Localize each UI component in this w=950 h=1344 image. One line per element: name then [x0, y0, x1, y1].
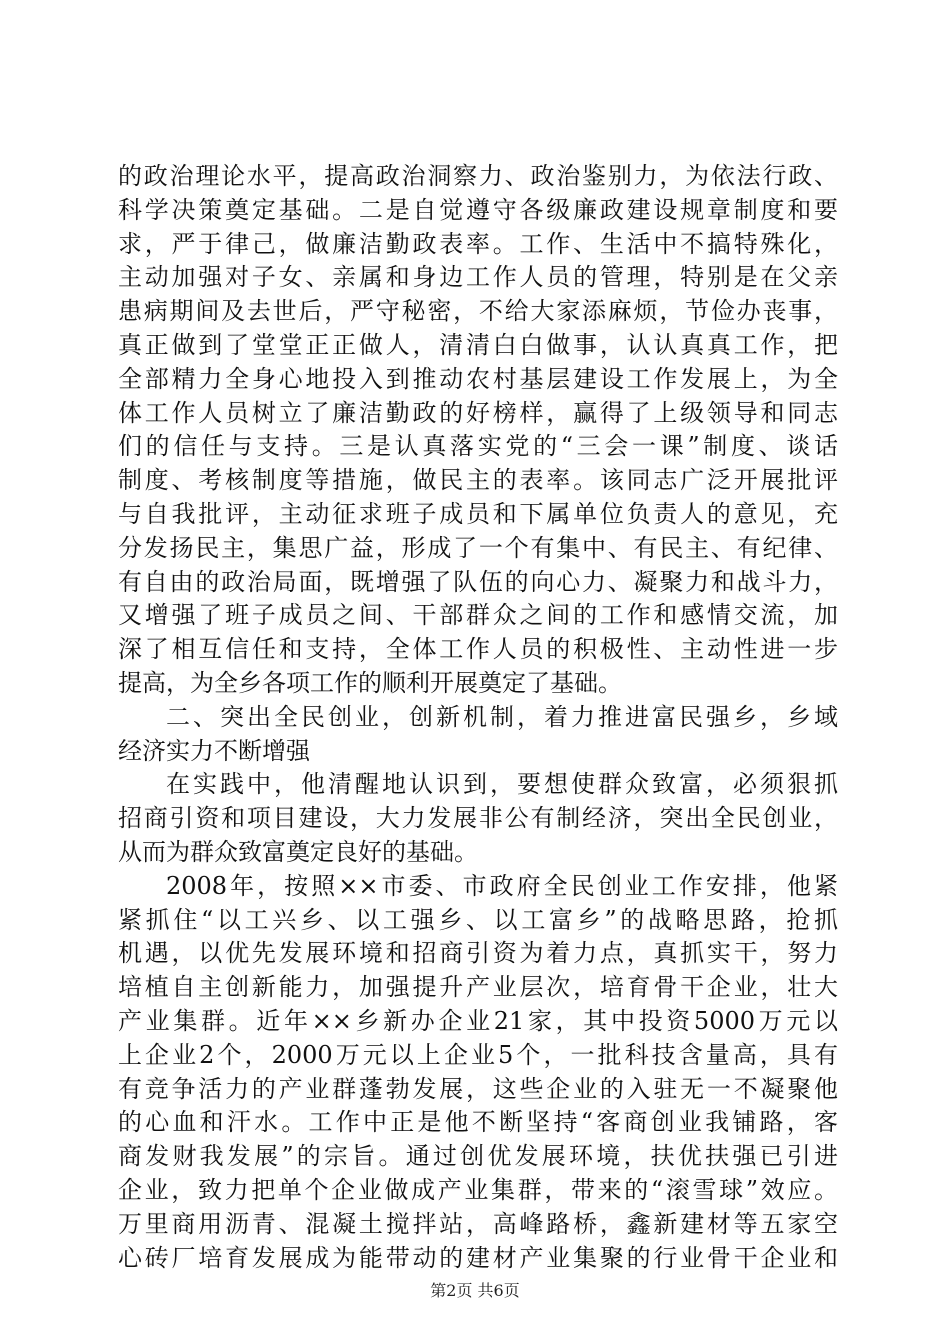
- page-footer: 第2页 共6页: [430, 1281, 520, 1300]
- text-line: 培植自主创新能力，加强提升产业层次，培育骨干企业，壮大: [118, 973, 838, 1002]
- text-line: 又增强了班子成员之间、干部群众之间的工作和感情交流，加: [118, 601, 838, 630]
- text-line: 有竞争活力的产业群蓬勃发展，这些企业的入驻无一不凝聚他: [118, 1074, 838, 1103]
- text-line: 2008年，按照××市委、市政府全民创业工作安排，他紧: [166, 871, 838, 900]
- text-line: 体工作人员树立了廉洁勤政的好榜样，赢得了上级领导和同志: [118, 398, 838, 427]
- text-line: 的政治理论水平，提高政治洞察力、政治鉴别力，为依法行政、: [118, 162, 838, 190]
- text-line: 有自由的政治局面，既增强了队伍的向心力、凝聚力和战斗力，: [118, 567, 838, 596]
- document-body: [118, 160, 838, 1275]
- text-line: 与自我批评，主动征求班子成员和下属单位负责人的意见，充: [118, 499, 838, 528]
- text-line: 主动加强对子女、亲属和身边工作人员的管理，特别是在父亲: [118, 263, 838, 292]
- text-line: 招商引资和项目建设，大力发展非公有制经济，突出全民创业，: [118, 804, 838, 833]
- text-line: 紧抓住“以工兴乡、以工强乡、以工富乡”的战略思路，抢抓: [118, 905, 838, 934]
- text-line: 分发扬民主，集思广益，形成了一个有集中、有民主、有纪律、: [118, 533, 838, 562]
- text-line: 们的信任与支持。三是认真落实党的“三会一课”制度、谈话: [118, 432, 838, 461]
- text-line: 科学决策奠定基础。二是自觉遵守各级廉政建设规章制度和要: [118, 195, 838, 224]
- text-line: 深了相互信任和支持，全体工作人员的积极性、主动性进一步: [118, 635, 838, 664]
- text-line: 万里商用沥青、混凝土搅拌站，高峰路桥，鑫新建材等五家空: [118, 1209, 838, 1238]
- text-line: 在实践中，他清醒地认识到，要想使群众致富，必须狠抓: [166, 770, 838, 799]
- text-line: 企业，致力把单个企业做成产业集群，带来的“滚雪球”效应。: [118, 1175, 838, 1204]
- text-line: 二、突出全民创业，创新机制，着力推进富民强乡，乡域: [166, 702, 838, 731]
- text-line: 的心血和汗水。工作中正是他不断坚持“客商创业我铺路，客: [118, 1108, 838, 1137]
- text-line: 从而为群众致富奠定良好的基础。: [118, 837, 478, 866]
- text-line: 机遇，以优先发展环境和招商引资为着力点，真抓实干，努力: [118, 939, 838, 968]
- text-line: 全部精力全身心地投入到推动农村基层建设工作发展上，为全: [118, 364, 838, 393]
- text-line: 求，严于律己，做廉洁勤政表率。工作、生活中不搞特殊化，: [118, 229, 838, 258]
- text-line: 制度、考核制度等措施，做民主的表率。该同志广泛开展批评: [118, 466, 838, 495]
- text-line: 产业集群。近年××乡新办企业21家，其中投资5000万元以: [118, 1006, 838, 1035]
- text-line: 心砖厂培育发展成为能带动的建材产业集聚的行业骨干企业和: [118, 1243, 838, 1272]
- text-line: 经济实力不断增强: [118, 736, 310, 765]
- text-line: 提高，为全乡各项工作的顺利开展奠定了基础。: [118, 668, 622, 697]
- text-line: 商发财我发展”的宗旨。通过创优发展环境，扶优扶强已引进: [118, 1142, 838, 1171]
- text-line: 真正做到了堂堂正正做人，清清白白做事，认认真真工作，把: [118, 330, 838, 359]
- text-line: 患病期间及去世后，严守秘密，不给大家添麻烦，节俭办丧事，: [118, 297, 838, 326]
- text-line: 上企业2个，2000万元以上企业5个，一批科技含量高，具有: [118, 1040, 838, 1069]
